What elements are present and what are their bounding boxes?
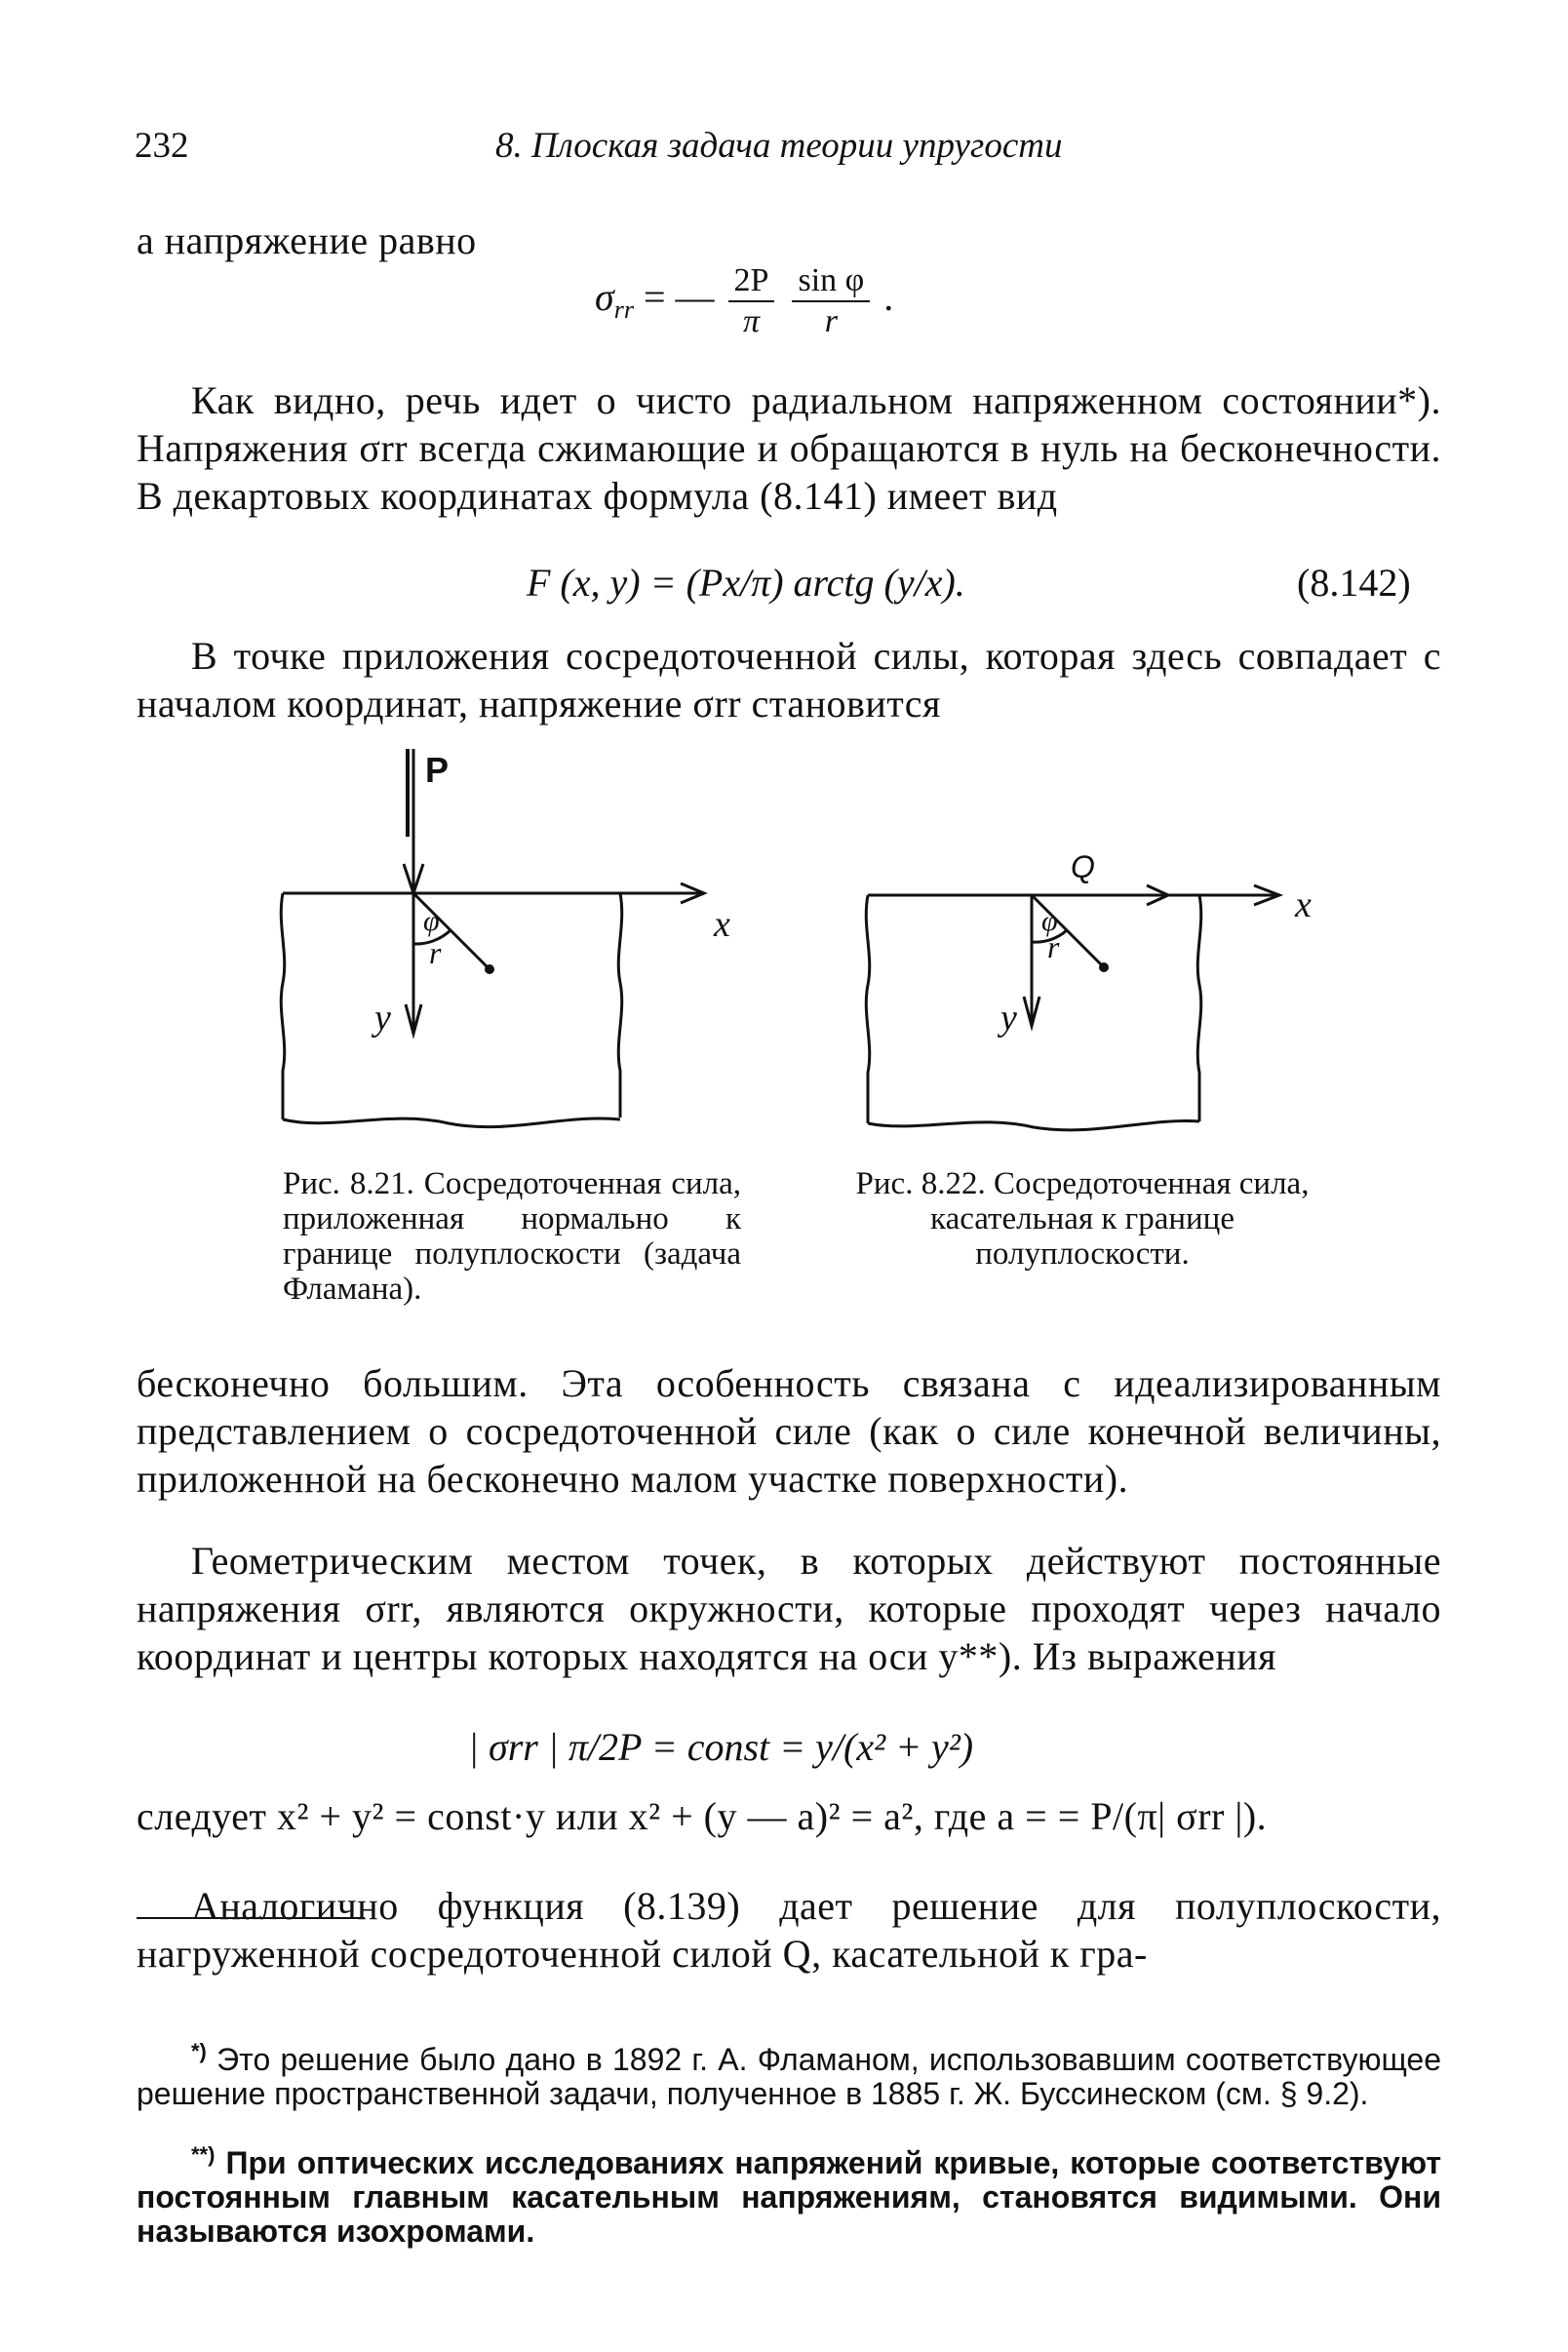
footnote-1-mark: *) xyxy=(191,2039,207,2063)
fig2-force-label: Q xyxy=(1071,849,1095,884)
paragraph-radial-state: Как видно, речь идет о чисто радиальном напряженном состоянии*). Напряжения σrr всегда сжимающие и обращаются в нуль на бесконечности. В декартовых координатах формула (8.141) имеет вид xyxy=(137,378,1441,518)
fig2-angle-label: φ xyxy=(1041,905,1058,937)
figure-8-21-caption: Рис. 8.21. Сосредоточенная сила, приложенная нормально к границе полуплоскости (задача Фламана). xyxy=(283,1166,741,1307)
paragraph-point-of-application: В точке приложения сосредоточенной силы, которая здесь совпадает с началом координат, напряжение σrr становится xyxy=(137,634,1441,725)
fig1-force-label: P xyxy=(425,750,450,790)
formula1-frac2 xyxy=(792,261,870,341)
equation-number: (8.142) xyxy=(1297,561,1411,605)
footnote-1 xyxy=(137,2034,1441,2111)
fig2-r-label: r xyxy=(1047,929,1060,964)
paragraph-tangential-force: Аналогично функция (8.139) дает решение для полуплоскости, нагруженной сосредоточенной силой Q, касательной к гра- xyxy=(137,1884,1441,1976)
formula1-eq: = — xyxy=(643,275,715,320)
fig2-left-cut xyxy=(866,895,869,1123)
formula1-lhs: σ xyxy=(595,275,614,320)
fig1-r-label: r xyxy=(429,935,442,970)
figure-8-21-diagram xyxy=(273,749,741,1139)
fig1-left-cut xyxy=(281,893,284,1119)
fig1-x-label: x xyxy=(714,904,730,945)
fig1-right-cut xyxy=(618,893,621,1117)
running-title: 8. Плоская задача теории упругости xyxy=(495,126,1063,166)
footnote-1-text: Это решение было дано в 1892 г. А. Фламаном, использовавшим соответствующее решение пространственной задачи, полученное в 1885 г. Ж. Буссинеском (см. § 9.2). xyxy=(137,2042,1442,2111)
page-header xyxy=(135,125,1441,174)
formula1-lhs-sub: rr xyxy=(613,295,634,325)
footnote-2-text: При оптических исследованиях напряжений кривые, которые соответствуют постоянным главным касательным напряжениям, становятся видимыми. Они называются изохромами. xyxy=(137,2145,1442,2249)
intro-line: а напряжение равно xyxy=(137,218,477,262)
paragraph-geometric-locus: Геометрическим местом точек, в которых действуют постоянные напряжения σrr, являются окружности, которые проходят через начало координат и центры которых находятся на оси y**). Из выражения xyxy=(137,1539,1441,1678)
footnote-2 xyxy=(137,2137,1441,2249)
fig1-point xyxy=(485,964,494,974)
formula1-end: . xyxy=(883,275,894,320)
figure-8-22-caption: Рис. 8.22. Сосредоточенная сила, касательная к границе полуплоскости. xyxy=(855,1166,1310,1272)
formula-airy-function: F (x, y) = (Px/π) arctg (y/x). xyxy=(527,561,965,605)
formula1-frac1 xyxy=(728,261,775,341)
formula1-den1: π xyxy=(742,303,761,339)
fig1-angle-label: φ xyxy=(423,905,440,937)
figure-8-22-diagram xyxy=(858,848,1326,1141)
fig2-bottom-cut xyxy=(868,1120,1199,1129)
footnote-divider xyxy=(137,1917,365,1919)
fig2-right-cut xyxy=(1197,895,1200,1121)
paragraph-circle-equation: следует x² + y² = const·y или x² + (y — a)² = a², где a = = P/(π| σrr |). xyxy=(137,1794,1268,1838)
formula1-den2: r xyxy=(824,303,838,339)
fig1-y-label: y xyxy=(374,998,391,1039)
formula-sigma-rr xyxy=(595,261,893,341)
paragraph-infinite-stress: бесконечно большим. Эта особенность связана с идеализированным представлением о сосредоточенной силе (как о силе конечной величины, приложенной на бесконечно малом участке поверхности). xyxy=(137,1361,1441,1501)
footnote-2-mark: **) xyxy=(191,2142,216,2167)
formula1-num1: 2P xyxy=(728,261,775,302)
fig2-y-label: y xyxy=(1000,998,1017,1039)
fig1-bottom-cut xyxy=(283,1118,620,1127)
fig2-point xyxy=(1099,962,1109,972)
formula-const-stress: | σrr | π/2P = const = y/(x² + y²) xyxy=(468,1725,974,1769)
page-number: 232 xyxy=(135,126,189,166)
fig2-x-label: x xyxy=(1295,884,1312,925)
formula1-num2: sin φ xyxy=(792,261,870,302)
